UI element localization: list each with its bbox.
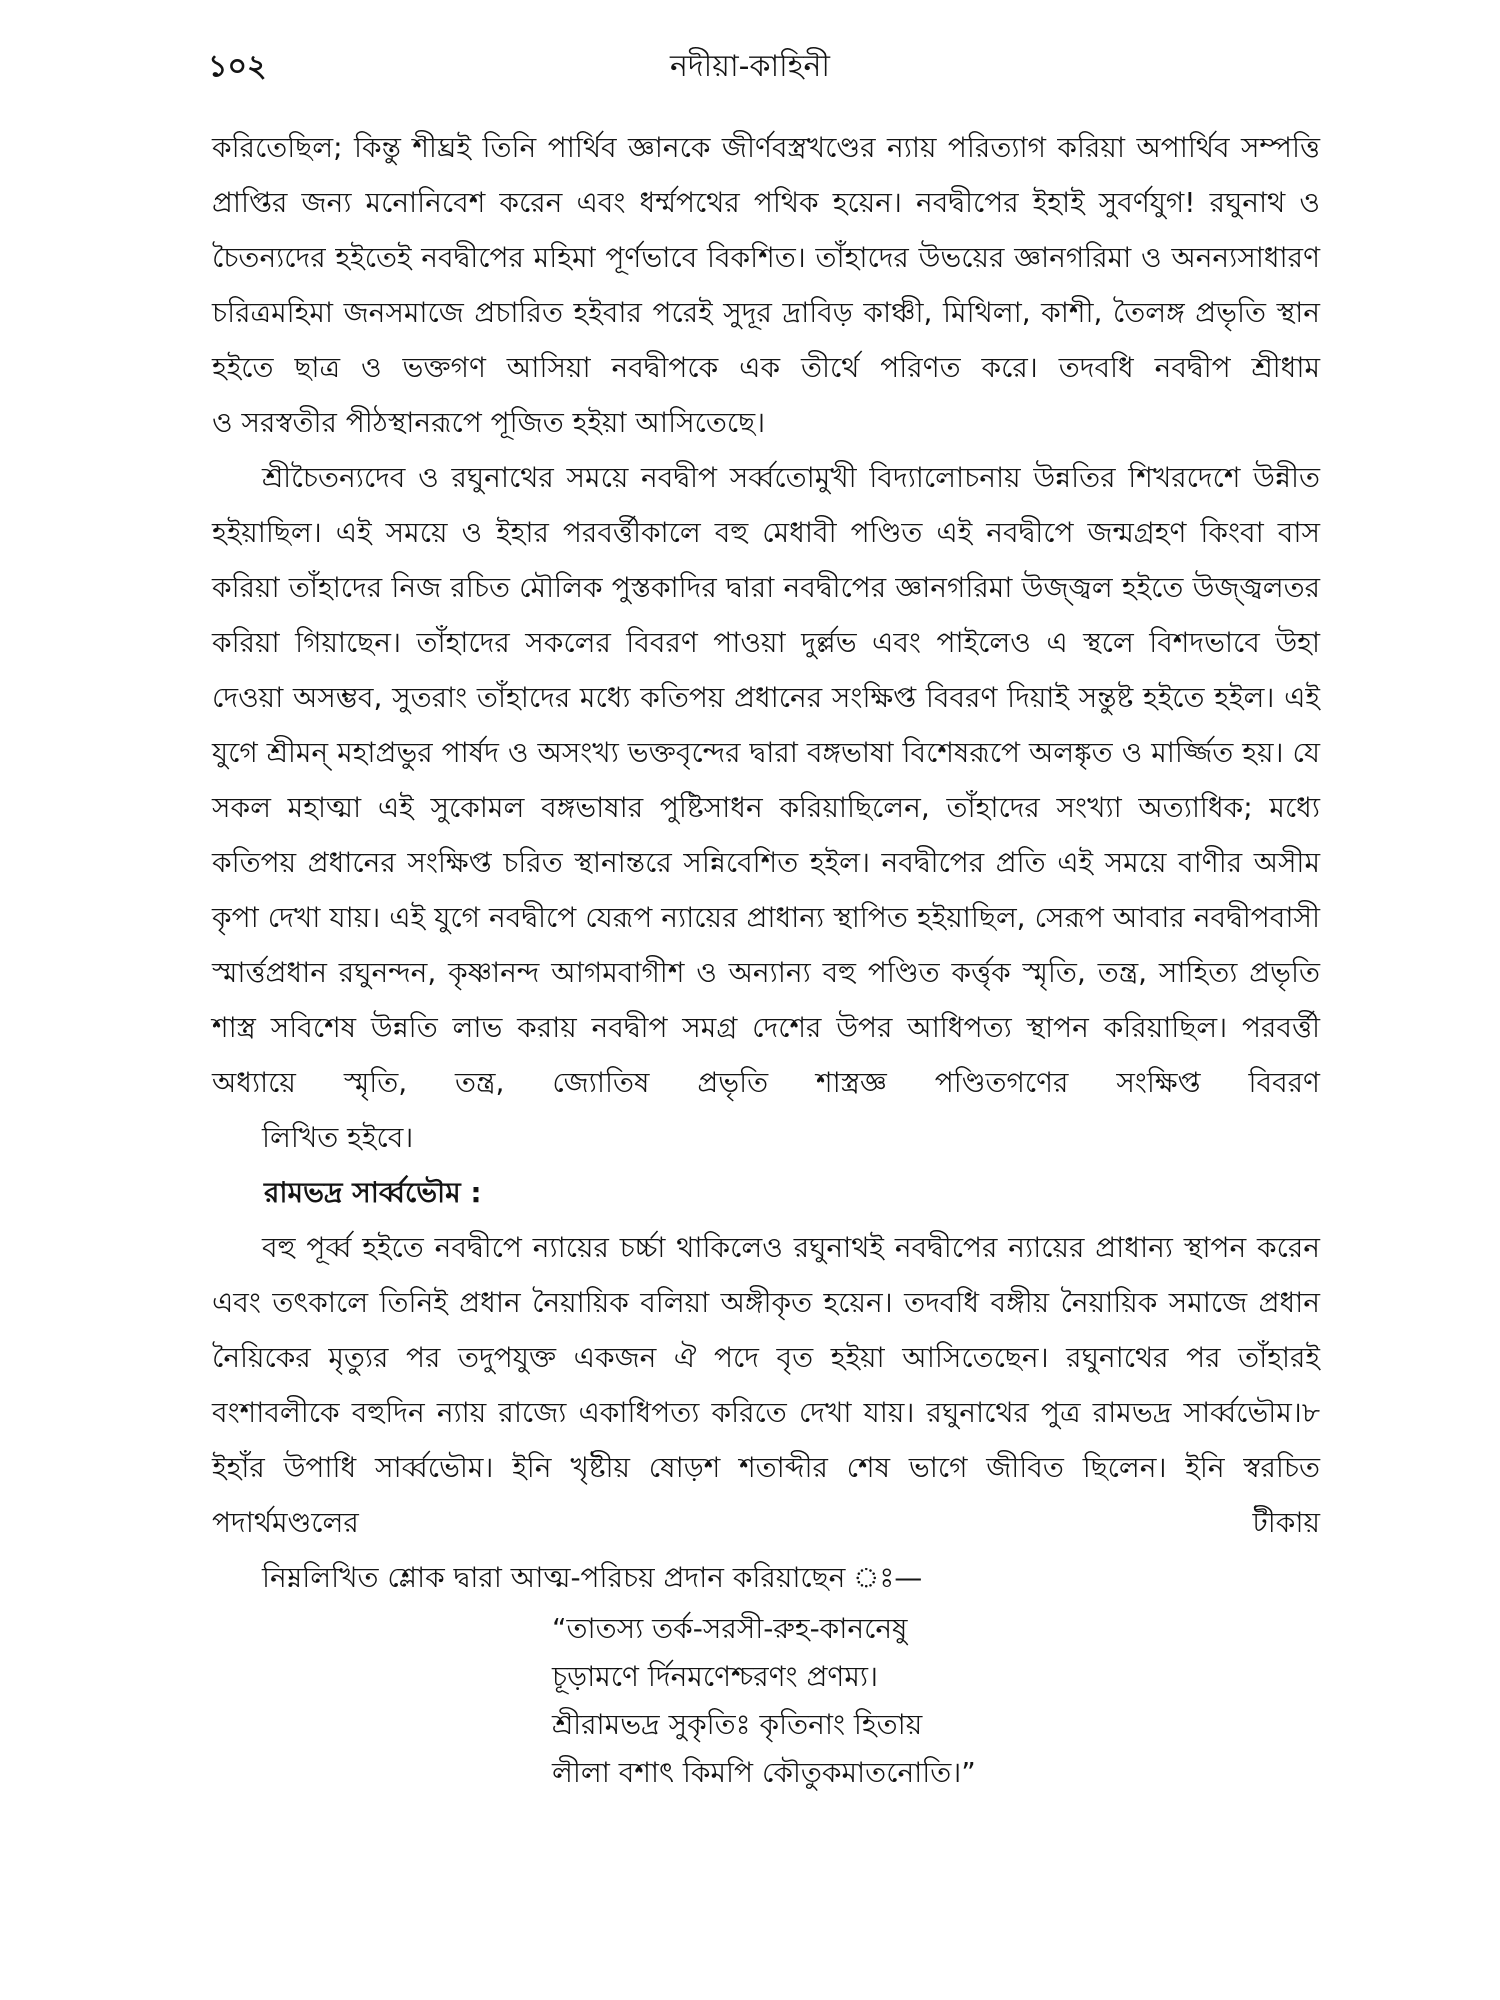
paragraph-3-text: বহু পূর্ব্ব হইতে নবদ্বীপে ন্যায়ের চর্চ্চা থাকিলেও রঘুনাথই নবদ্বীপের ন্যায়ের প্রাধান্য স্থাপন করেন এবং তৎকালে তিনিই প্রধান নৈয়ায়িক বলিয়া অঙ্গীকৃত হয়েন। তদবধি বঙ্গীয় নৈয়ায়িক সমাজে প্রধান নৈয়িকের মৃত্যুর পর তদুপযুক্ত একজন ঐ পদে বৃত হইয়া আসিতেছেন। রঘুনাথের পর তাঁহারই বংশাবলীকে বহুদিন ন্যায় রাজ্যে একাধিপত্য করিতে দেখা যায়। রঘুনাথের পুত্র রামভদ্র সার্ব্বভৌম।৮ ইহাঁর উপাধি সার্ব্বভৌম। ইনি খৃষ্টীয় ষোড়শ শতাব্দীর শেষ ভাগে জীবিত ছিলেন। ইনি স্বরচিত পদার্থমণ্ডলের টীকায় [212, 1231, 1320, 1539]
body-text [212, 120, 1320, 1797]
book-title: নদীয়া-কাহিনী [670, 49, 830, 84]
paragraph-3 [212, 1220, 1320, 1605]
paragraph-1-text: করিতেছিল; কিন্তু শীঘ্রই তিনি পার্থিব জ্ঞানকে জীর্ণবস্ত্রখণ্ডের ন্যায় পরিত্যাগ করিয়া অপার্থিব সম্পত্তি প্রাপ্তির জন্য মনোনিবেশ করেন এবং ধর্ম্মপথের পথিক হয়েন। নবদ্বীপের ইহাই সুবর্ণযুগ! রঘুনাথ ও চৈতন্যদের হইতেই নবদ্বীপের মহিমা পূর্ণভাবে বিকশিত। তাঁহাদের উভয়ের জ্ঞানগরিমা ও অনন্যসাধারণ চরিত্রমহিমা জনসমাজে প্রচারিত হইবার পরেই সুদূর দ্রাবিড় কাঞ্চী, মিথিলা, কাশী, তৈলঙ্গ প্রভৃতি স্থান হইতে ছাত্র ও ভক্তগণ আসিয়া নবদ্বীপকে এক তীর্থে পরিণত করে। তদবধি নবদ্বীপ শ্রীধাম [212, 131, 1320, 384]
paragraph-2-text: শ্রীচৈতন্যদেব ও রঘুনাথের সময়ে নবদ্বীপ সর্ব্বতোমুখী বিদ্যালোচনায় উন্নতির শিখরদেশে উন্নীত হইয়াছিল। এই সময়ে ও ইহার পরবর্ত্তীকালে বহু মেধাবী পণ্ডিত এই নবদ্বীপে জন্মগ্রহণ কিংবা বাস করিয়া তাঁহাদের নিজ রচিত মৌলিক পুস্তকাদির দ্বারা নবদ্বীপের জ্ঞানগরিমা উজ্জ্বল হইতে উজ্জ্বলতর করিয়া গিয়াছেন। তাঁহাদের সকলের বিবরণ পাওয়া দুর্ল্লভ এবং পাইলেও এ স্থলে বিশদভাবে উহা দেওয়া অসম্ভব, সুতরাং তাঁহাদের মধ্যে কতিপয় প্রধানের সংক্ষিপ্ত বিবরণ দিয়াই সন্তুষ্ট হইতে হইল। এই যুগে শ্রীমন্ মহাপ্রভুর পার্ষদ ও অসংখ্য ভক্তবৃন্দের দ্বারা বঙ্গভাষা বিশেষরূপে অলঙ্কৃত ও মার্জ্জিত হয়। যে সকল মহাত্মা এই সুকোমল বঙ্গভাষার পুষ্টিসাধন করিয়াছিলেন, তাঁহাদের সংখ্যা অত্যাধিক; মধ্যে কতিপয় প্রধানের সংক্ষিপ্ত চরিত স্থানান্তরে সন্নিবেশিত হইল। নবদ্বীপের প্রতি এই সময়ে বাণীর অসীম কৃপা দেখা যায়। এই যুগে নবদ্বীপে যেরূপ ন্যায়ের প্রাধান্য স্থাপিত হইয়াছিল, সেরূপ আবার নবদ্বীপবাসী স্মার্ত্তপ্রধান রঘুনন্দন, কৃষ্ণানন্দ আগমবাগীশ ও অন্যান্য বহু পণ্ডিত কর্ত্তৃক স্মৃতি, তন্ত্র, সাহিত্য প্রভৃতি শাস্ত্র সবিশেষ উন্নতি লাভ করায় নবদ্বীপ সমগ্র দেশের উপর আধিপত্য স্থাপন করিয়াছিল। পরবর্ত্তী অধ্যায়ে স্মৃতি, তন্ত্র, জ্যোতিষ প্রভৃতি শাস্ত্রজ্ঞ পণ্ডিতগণের সংক্ষিপ্ত বিবরণ [212, 461, 1320, 1099]
verse-line: “তাতস্য তর্ক-সরসী-রুহ-কাননেষু [552, 1612, 908, 1645]
verse-line: চূড়ামণে র্দিনমণেশ্চরণং প্রণম্য। [552, 1660, 879, 1693]
paragraph-2 [212, 450, 1320, 1165]
paragraph-2-last-line: লিখিত হইবে। [262, 1121, 414, 1154]
page-number: ১০২ [208, 49, 267, 84]
running-head [0, 38, 1500, 88]
paragraph-1-last-line: ও সরস্বতীর পীঠস্থানরূপে পূজিত হইয়া আসিতেছে। [212, 406, 766, 439]
paragraph-3-last-line: নিম্নলিখিত শ্লোক দ্বারা আত্ম-পরিচয় প্রদান করিয়াছেন ঃ— [262, 1561, 923, 1594]
paragraph-1 [212, 120, 1320, 450]
section-heading: রামভদ্র সার্ব্বভৌম : [264, 1176, 482, 1209]
verse-line: শ্রীরামভদ্র সুকৃতিঃ কৃতিনাং হিতায় [552, 1708, 923, 1741]
sanskrit-verse [212, 1605, 1320, 1797]
verse-line: লীলা বশাৎ কিমপি কৌতুকমাতনোতি।” [552, 1756, 976, 1789]
